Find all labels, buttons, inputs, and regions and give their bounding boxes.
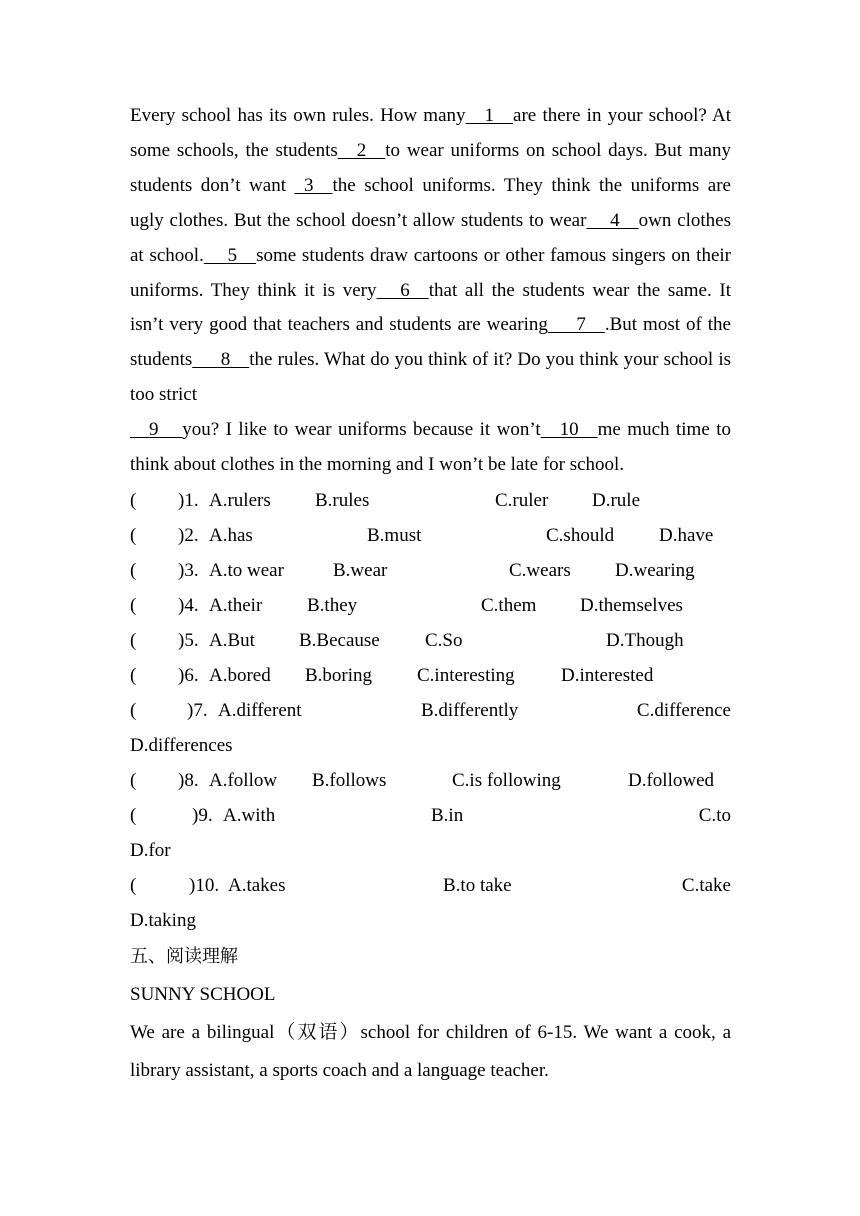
option-d: D.taking: [130, 909, 196, 931]
option-c: C.difference: [636, 699, 731, 721]
blank-8: 8: [192, 349, 250, 371]
option-c: C.So: [425, 629, 463, 651]
option-b: B.follows: [312, 769, 387, 791]
question-number: )7.: [187, 699, 208, 721]
document-page: [130, 99, 731, 1090]
option-d: D.for: [130, 839, 171, 861]
blank-7: 7: [547, 314, 605, 336]
option-a: A.different: [218, 699, 302, 721]
option-b: B.to take: [443, 874, 512, 896]
blank-5: 5: [203, 244, 257, 266]
answer-paren: (: [130, 664, 137, 686]
option-a: A.their: [209, 594, 263, 616]
option-c: C.to: [698, 804, 731, 826]
option-d: D.have: [659, 524, 714, 546]
blank-6: 6: [376, 279, 429, 301]
option-a: A.bored: [209, 664, 271, 686]
answer-paren: (: [130, 629, 137, 651]
option-d: D.wearing: [615, 559, 695, 581]
blank-3: 3: [294, 174, 333, 196]
option-b: B.boring: [305, 664, 373, 686]
question-number: )6.: [178, 664, 199, 686]
answer-paren: (: [130, 524, 137, 546]
option-b: B.rules: [315, 489, 370, 511]
answer-paren: (: [130, 874, 137, 896]
blank-10: 10: [540, 419, 598, 441]
question-row: [130, 518, 731, 553]
reading-title: SUNNY SCHOOL: [130, 983, 276, 1005]
passage-text: .But most of the students: [130, 314, 731, 371]
answer-paren: (: [130, 489, 137, 511]
question-row: [130, 553, 731, 588]
option-a: A.to wear: [209, 559, 284, 581]
question-number: )2.: [178, 524, 199, 546]
reading-intro: We are a bilingual（双语）school for children of 6-15. We want a cook, a library assistant, a sports coach and a language teacher.: [130, 1021, 731, 1081]
option-d: D.differences: [130, 734, 233, 756]
passage-text: you? I like to wear uniforms because it won’t: [182, 419, 541, 441]
passage-text: to wear uniforms on school days. But many students don’t want: [130, 139, 731, 196]
passage-text: some students draw cartoons or other famous singers on their uniforms. They think it is very: [130, 244, 731, 301]
option-c: C.ruler: [495, 489, 549, 511]
blank-1: 1: [465, 105, 514, 126]
option-c: C.interesting: [417, 664, 515, 686]
question-row: [130, 588, 731, 623]
answer-paren: (: [130, 769, 137, 791]
blank-9: 9: [130, 419, 183, 441]
passage-text: own clothes at school.: [130, 209, 731, 266]
passage-text: the rules. What do you think of it? Do you think your school is too strict: [130, 349, 731, 406]
question-row: [130, 868, 731, 903]
option-a: A.rulers: [209, 489, 271, 511]
option-b: B.differently: [421, 699, 519, 721]
blank-4: 4: [586, 209, 639, 231]
question-row: [130, 623, 731, 658]
option-a: A.has: [209, 524, 253, 546]
answer-paren: (: [130, 559, 137, 581]
option-c: C.is following: [452, 769, 561, 791]
question-number: )8.: [178, 769, 199, 791]
option-c: C.them: [481, 594, 537, 616]
option-c: C.should: [546, 524, 615, 546]
question-row: [130, 693, 731, 728]
option-b: B.Because: [299, 629, 380, 651]
question-row: [130, 658, 731, 693]
question-row: [130, 763, 731, 798]
question-number: )10.: [189, 874, 220, 896]
answer-paren: (: [130, 594, 137, 616]
option-d: D.Though: [606, 629, 684, 651]
passage-text: the school uniforms. They think the uniforms are ugly clothes. But the school doesn’t allow students to wear: [130, 174, 731, 231]
option-b: B.in: [431, 804, 464, 826]
option-d: D.interested: [561, 664, 654, 686]
option-d: D.rule: [592, 489, 641, 511]
blank-2: 2: [337, 139, 386, 161]
answer-paren: (: [130, 804, 137, 826]
passage-text: that all the students wear the same. It isn’t very good that teachers and students are wearing: [130, 279, 731, 336]
option-c: C.wears: [509, 559, 571, 581]
option-a: A.takes: [228, 874, 286, 896]
option-d: D.themselves: [580, 594, 683, 616]
question-number: )5.: [178, 629, 199, 651]
option-c: C.take: [681, 874, 731, 896]
option-d: D.followed: [628, 769, 715, 791]
question-number: )1.: [178, 489, 199, 511]
option-a: A.But: [209, 629, 255, 651]
option-a: A.follow: [209, 769, 278, 791]
question-number: )4.: [178, 594, 199, 616]
option-b: B.they: [307, 594, 358, 616]
question-row: [130, 798, 731, 833]
section-heading: 五、阅读理解: [130, 945, 238, 967]
passage-text: me much time to think about clothes in the morning and I won’t be late for school.: [130, 419, 731, 476]
cloze-passage: [130, 99, 731, 483]
question-number: )9.: [192, 804, 213, 826]
option-a: A.with: [223, 804, 276, 826]
answer-paren: (: [130, 699, 137, 721]
passage-text: Every school has its own rules. How many: [130, 105, 466, 126]
passage-text: are there in your school? At some schools, the students: [130, 105, 731, 161]
option-b: B.must: [367, 524, 422, 546]
option-b: B.wear: [333, 559, 388, 581]
question-list: [130, 483, 731, 938]
question-number: )3.: [178, 559, 199, 581]
question-row: [130, 483, 731, 518]
